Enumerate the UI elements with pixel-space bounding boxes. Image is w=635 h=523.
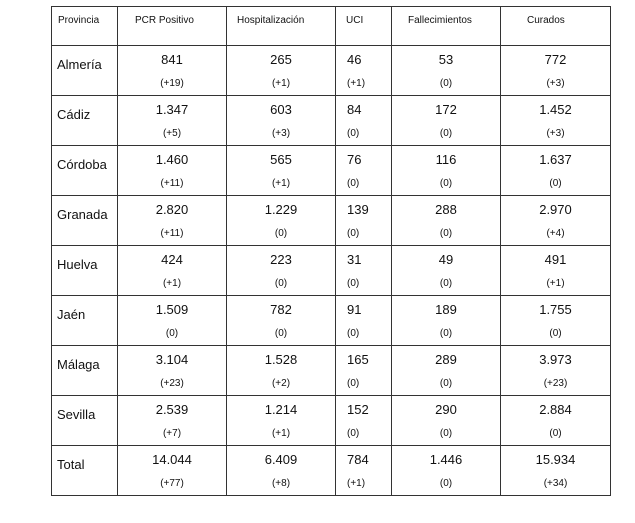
fallecimientos-value: 290: [435, 402, 457, 417]
fallecimientos-cell: [392, 96, 501, 146]
pcr-positivo-cell: [118, 96, 227, 146]
hospitalizacion-change: (+1): [271, 78, 291, 89]
pcr-positivo-value: 1.347: [155, 102, 189, 117]
fallecimientos-cell: [392, 446, 501, 496]
hospitalizacion-cell: [227, 46, 336, 96]
hospitalizacion-change: (+1): [271, 178, 291, 189]
table-row: [52, 396, 611, 446]
curados-change: (0): [549, 178, 562, 189]
pcr-positivo-change: (+7): [162, 428, 182, 439]
table-row: [52, 446, 611, 496]
fallecimientos-change: (0): [439, 478, 453, 489]
uci-change: (0): [347, 228, 360, 239]
provincia-cell: Málaga: [52, 346, 118, 396]
hospitalizacion-cell: [227, 96, 336, 146]
uci-cell: [336, 196, 392, 246]
header-curados: Curados: [501, 7, 611, 46]
provincia-cell: Granada: [52, 196, 118, 246]
uci-cell: [336, 446, 392, 496]
hospitalizacion-cell: [227, 246, 336, 296]
hospitalizacion-change: (+8): [271, 478, 291, 489]
header-uci: UCI: [336, 7, 392, 46]
curados-cell: [501, 446, 611, 496]
pcr-positivo-change: (+5): [162, 128, 182, 139]
curados-change: (+1): [546, 278, 565, 289]
hospitalizacion-cell: [227, 296, 336, 346]
curados-change: (+3): [546, 128, 565, 139]
table-row: [52, 96, 611, 146]
hospitalizacion-cell: [227, 396, 336, 446]
pcr-positivo-change: (+11): [160, 178, 184, 189]
table-body: [52, 46, 611, 496]
pcr-positivo-value: 3.104: [155, 352, 189, 367]
pcr-positivo-value: 14.044: [152, 452, 192, 467]
provincia-cell: Jaén: [52, 296, 118, 346]
hospitalizacion-cell: [227, 446, 336, 496]
pcr-positivo-cell: [118, 246, 227, 296]
pcr-positivo-value: 2.539: [155, 402, 189, 417]
pcr-positivo-change: (+19): [160, 78, 184, 89]
uci-value: 165: [347, 352, 369, 367]
uci-cell: [336, 46, 392, 96]
curados-cell: [501, 146, 611, 196]
uci-cell: [336, 296, 392, 346]
curados-value: 2.884: [539, 402, 572, 417]
curados-cell: [501, 46, 611, 96]
pcr-positivo-cell: [118, 396, 227, 446]
fallecimientos-change: (0): [439, 228, 453, 239]
header-fallecimientos: Fallecimientos: [392, 7, 501, 46]
fallecimientos-change: (0): [439, 328, 453, 339]
hospitalizacion-value: 223: [270, 252, 292, 267]
pcr-positivo-value: 2.820: [155, 202, 189, 217]
fallecimientos-cell: [392, 196, 501, 246]
hospitalizacion-change: (+3): [271, 128, 291, 139]
uci-change: (0): [347, 278, 360, 289]
curados-value: 772: [544, 52, 567, 67]
fallecimientos-cell: [392, 396, 501, 446]
header-pcr-positivo: PCR Positivo: [118, 7, 227, 46]
curados-value: 15.934: [535, 452, 576, 467]
fallecimientos-value: 116: [435, 152, 457, 167]
hospitalizacion-cell: [227, 146, 336, 196]
fallecimientos-value: 49: [438, 252, 454, 267]
pcr-positivo-value: 1.460: [155, 152, 189, 167]
table-row: [52, 46, 611, 96]
fallecimientos-value: 172: [435, 102, 457, 117]
uci-cell: [336, 96, 392, 146]
table-row: [52, 346, 611, 396]
fallecimientos-change: (0): [439, 128, 453, 139]
pcr-positivo-cell: [118, 46, 227, 96]
table-row: [52, 296, 611, 346]
uci-value: 31: [347, 252, 362, 267]
uci-change: (0): [347, 328, 360, 339]
curados-cell: [501, 246, 611, 296]
curados-cell: [501, 196, 611, 246]
curados-value: 1.452: [539, 102, 572, 117]
hospitalizacion-change: (0): [274, 228, 288, 239]
pcr-positivo-cell: [118, 196, 227, 246]
curados-change: (+4): [546, 228, 565, 239]
hospitalizacion-change: (+1): [271, 428, 291, 439]
uci-cell: [336, 246, 392, 296]
uci-value: 76: [347, 152, 362, 167]
hospitalizacion-value: 1.214: [264, 402, 298, 417]
curados-value: 1.637: [539, 152, 572, 167]
curados-value: 1.755: [539, 302, 572, 317]
table-row: [52, 246, 611, 296]
provincia-cell: Cádiz: [52, 96, 118, 146]
curados-cell: [501, 296, 611, 346]
pcr-positivo-value: 1.509: [155, 302, 189, 317]
table-header-row: [52, 7, 611, 46]
fallecimientos-change: (0): [439, 278, 453, 289]
uci-value: 152: [347, 402, 369, 417]
uci-value: 91: [347, 302, 362, 317]
pcr-positivo-value: 424: [161, 252, 183, 267]
fallecimientos-change: (0): [439, 178, 453, 189]
uci-value: 84: [347, 102, 362, 117]
hospitalizacion-change: (0): [274, 278, 288, 289]
hospitalizacion-value: 782: [270, 302, 292, 317]
fallecimientos-value: 53: [438, 52, 454, 67]
pcr-positivo-cell: [118, 446, 227, 496]
uci-cell: [336, 346, 392, 396]
pcr-positivo-change: (0): [165, 328, 179, 339]
pcr-positivo-cell: [118, 296, 227, 346]
header-hospitalizacion: Hospitalización: [227, 7, 336, 46]
hospitalizacion-change: (0): [274, 328, 288, 339]
uci-change: (0): [347, 428, 360, 439]
curados-change: (+3): [546, 78, 565, 89]
table-row: [52, 146, 611, 196]
hospitalizacion-value: 1.528: [264, 352, 298, 367]
curados-value: 2.970: [539, 202, 572, 217]
uci-value: 784: [347, 452, 369, 467]
uci-change: (0): [347, 178, 360, 189]
curados-cell: [501, 396, 611, 446]
curados-value: 491: [544, 252, 567, 267]
fallecimientos-cell: [392, 346, 501, 396]
provincia-cell: Córdoba: [52, 146, 118, 196]
pcr-positivo-change: (+11): [160, 228, 184, 239]
table-row: [52, 196, 611, 246]
curados-value: 3.973: [539, 352, 572, 367]
hospitalizacion-value: 603: [270, 102, 292, 117]
pcr-positivo-change: (+77): [160, 478, 184, 489]
curados-cell: [501, 346, 611, 396]
uci-value: 46: [347, 52, 362, 67]
pcr-positivo-change: (+1): [162, 278, 182, 289]
provincia-cell: Almería: [52, 46, 118, 96]
uci-change: (0): [347, 128, 360, 139]
hospitalizacion-value: 6.409: [264, 452, 298, 467]
hospitalizacion-value: 1.229: [264, 202, 298, 217]
hospitalizacion-change: (+2): [271, 378, 291, 389]
hospitalizacion-value: 565: [270, 152, 292, 167]
pcr-positivo-change: (+23): [160, 378, 184, 389]
fallecimientos-value: 189: [435, 302, 457, 317]
uci-change: (+1): [347, 78, 366, 89]
header-provincia: Provincia: [52, 7, 118, 46]
fallecimientos-value: 1.446: [429, 452, 463, 467]
curados-change: (0): [549, 428, 562, 439]
provincia-cell: Sevilla: [52, 396, 118, 446]
uci-cell: [336, 146, 392, 196]
hospitalizacion-value: 265: [270, 52, 292, 67]
hospitalizacion-cell: [227, 196, 336, 246]
curados-cell: [501, 96, 611, 146]
uci-change: (0): [347, 378, 360, 389]
fallecimientos-cell: [392, 296, 501, 346]
uci-cell: [336, 396, 392, 446]
fallecimientos-cell: [392, 246, 501, 296]
covid-andalucia-table: [51, 6, 611, 496]
pcr-positivo-value: 841: [161, 52, 183, 67]
uci-change: (+1): [347, 478, 366, 489]
fallecimientos-value: 288: [435, 202, 457, 217]
provincia-cell: Huelva: [52, 246, 118, 296]
fallecimientos-change: (0): [439, 378, 453, 389]
fallecimientos-cell: [392, 146, 501, 196]
uci-value: 139: [347, 202, 369, 217]
fallecimientos-cell: [392, 46, 501, 96]
pcr-positivo-cell: [118, 346, 227, 396]
provincia-cell: Total: [52, 446, 118, 496]
fallecimientos-change: (0): [439, 78, 453, 89]
fallecimientos-change: (0): [439, 428, 453, 439]
curados-change: (0): [549, 328, 562, 339]
curados-change: (+23): [543, 378, 568, 389]
curados-change: (+34): [543, 478, 568, 489]
hospitalizacion-cell: [227, 346, 336, 396]
fallecimientos-value: 289: [435, 352, 457, 367]
pcr-positivo-cell: [118, 146, 227, 196]
